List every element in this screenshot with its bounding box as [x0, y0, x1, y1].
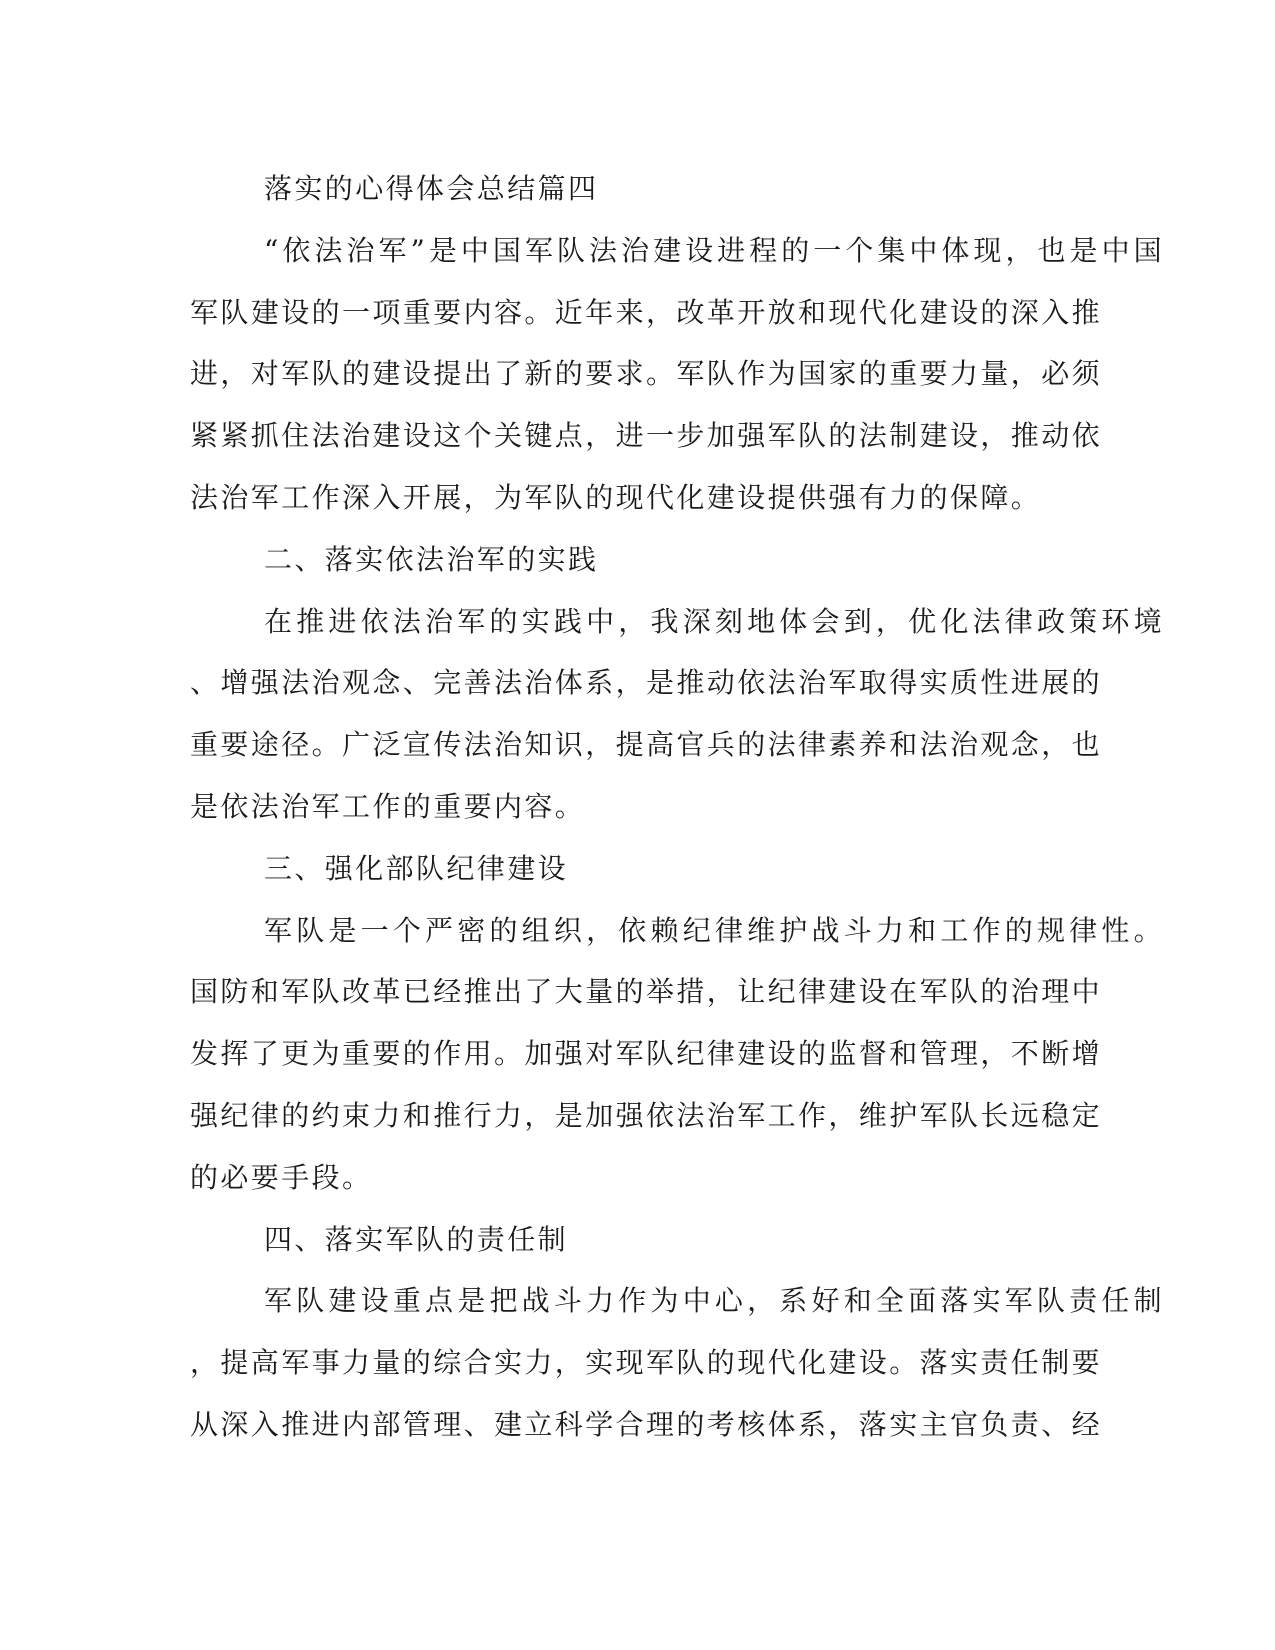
paragraph-line: 在推进依法治军的实践中，我深刻地体会到，优化法律政策环境 — [264, 604, 1164, 638]
paragraph-line: 国防和军队改革已经推出了大量的举措，让纪律建设在军队的治理中 — [190, 975, 1103, 1009]
document-page — [190, 158, 1164, 1456]
section-heading-2: 二、落实依法治军的实践 — [264, 542, 599, 576]
paragraph-line: 是依法治军工作的重要内容。 — [190, 789, 586, 823]
section-heading-3: 三、强化部队纪律建设 — [264, 851, 569, 885]
paragraph-line: 军队建设重点是把战斗力作为中心，系好和全面落实军队责任制 — [264, 1284, 1164, 1318]
paragraph-line: 重要途径。广泛宣传法治知识，提高官兵的法律素养和法治观念，也 — [190, 728, 1103, 762]
paragraph-line: 发挥了更为重要的作用。加强对军队纪律建设的监督和管理，不断增 — [190, 1037, 1103, 1071]
paragraph-line: 从深入推进内部管理、建立科学合理的考核体系，落实主官负责、经 — [190, 1407, 1103, 1441]
paragraph-line: 、增强法治观念、完善法治体系，是推动依法治军取得实质性进展的 — [190, 666, 1103, 700]
paragraph-line: “依法治军”是中国军队法治建设进程的一个集中体现，也是中国 — [264, 233, 1164, 267]
paragraph-line: 紧紧抓住法治建设这个关键点，进一步加强军队的法制建设，推动依 — [190, 419, 1103, 453]
paragraph-line: 强纪律的约束力和推行力，是加强依法治军工作，维护军队长远稳定 — [190, 1098, 1103, 1132]
paragraph-line: 法治军工作深入开展，为军队的现代化建设提供强有力的保障。 — [190, 480, 1042, 514]
paragraph-line: 进，对军队的建设提出了新的要求。军队作为国家的重要力量，必须 — [190, 357, 1103, 391]
paragraph-line: 军队是一个严密的组织，依赖纪律维护战斗力和工作的规律性。 — [264, 913, 1164, 947]
paragraph-line: ，提高军事力量的综合实力，实现军队的现代化建设。落实责任制要 — [190, 1346, 1103, 1380]
document-title: 落实的心得体会总结篇四 — [264, 172, 599, 205]
section-heading-4: 四、落实军队的责任制 — [264, 1222, 569, 1256]
paragraph-line: 的必要手段。 — [190, 1160, 373, 1194]
paragraph-line: 军队建设的一项重要内容。近年来，改革开放和现代化建设的深入推 — [190, 295, 1103, 329]
